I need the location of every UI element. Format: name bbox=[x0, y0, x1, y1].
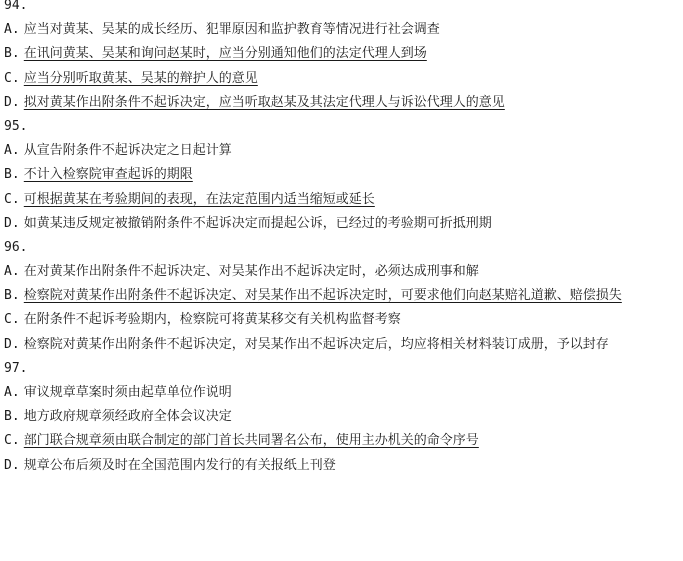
option-letter: C. bbox=[4, 433, 20, 449]
option-a bbox=[4, 139, 680, 163]
option-b bbox=[4, 405, 680, 429]
option-text: 部门联合规章须由联合制定的部门首长共同署名公布，使用主办机关的命令序号 bbox=[23, 433, 479, 449]
question-number: 97. bbox=[4, 360, 28, 376]
option-letter: B. bbox=[4, 409, 20, 425]
option-letter: C. bbox=[4, 70, 20, 86]
option-b bbox=[4, 42, 680, 66]
option-letter: B. bbox=[4, 167, 20, 183]
option-letter: D. bbox=[4, 336, 20, 352]
option-b bbox=[4, 163, 680, 187]
option-letter: B. bbox=[4, 46, 20, 62]
option-letter: B. bbox=[4, 288, 20, 304]
option-a bbox=[4, 18, 680, 42]
option-text: 地方政府规章须经政府全体会议决定 bbox=[23, 409, 232, 425]
option-a bbox=[4, 381, 680, 405]
option-text: 拟对黄某作出附条件不起诉决定，应当听取赵某及其法定代理人与诉讼代理人的意见 bbox=[23, 94, 505, 110]
option-c bbox=[4, 67, 680, 91]
exam-document bbox=[4, 0, 680, 478]
option-text: 在讯问黄某、吴某和询问赵某时，应当分别通知他们的法定代理人到场 bbox=[23, 46, 427, 62]
option-text: 应当对黄某、吴某的成长经历、犯罪原因和监护教育等情况进行社会调查 bbox=[23, 22, 440, 38]
option-text: 规章公布后须及时在全国范围内发行的有关报纸上刊登 bbox=[23, 457, 336, 473]
option-text: 检察院对黄某作出附条件不起诉决定、对吴某作出不起诉决定时，可要求他们向赵某赔礼道歉、赔偿损失 bbox=[23, 288, 622, 304]
option-d bbox=[4, 212, 680, 236]
option-a bbox=[4, 260, 680, 284]
option-b bbox=[4, 284, 680, 308]
option-c bbox=[4, 308, 680, 332]
option-text: 在附条件不起诉考验期内，检察院可将黄某移交有关机构监督考察 bbox=[23, 312, 401, 328]
option-d bbox=[4, 333, 680, 357]
option-text: 不计入检察院审查起诉的期限 bbox=[23, 167, 193, 183]
option-c bbox=[4, 188, 680, 212]
option-c bbox=[4, 429, 680, 453]
option-text: 从宣告附条件不起诉决定之日起计算 bbox=[23, 143, 232, 159]
option-letter: C. bbox=[4, 312, 20, 328]
option-letter: A. bbox=[4, 143, 20, 159]
option-letter: D. bbox=[4, 457, 20, 473]
option-letter: C. bbox=[4, 191, 20, 207]
option-letter: D. bbox=[4, 215, 20, 231]
option-letter: A. bbox=[4, 22, 20, 38]
option-letter: A. bbox=[4, 385, 20, 401]
option-letter: A. bbox=[4, 264, 20, 280]
question-number: 94. bbox=[4, 0, 28, 13]
option-letter: D. bbox=[4, 94, 20, 110]
option-d bbox=[4, 91, 680, 115]
option-text: 审议规章草案时须由起草单位作说明 bbox=[23, 385, 232, 401]
option-text: 在对黄某作出附条件不起诉决定、对吴某作出不起诉决定时，必须达成刑事和解 bbox=[23, 264, 479, 280]
question-number: 96. bbox=[4, 239, 28, 255]
option-d bbox=[4, 454, 680, 478]
option-text: 检察院对黄某作出附条件不起诉决定，对吴某作出不起诉决定后，均应将相关材料装订成册，予以封存 bbox=[23, 336, 609, 352]
option-text: 可根据黄某在考验期间的表现，在法定范围内适当缩短或延长 bbox=[23, 191, 375, 207]
option-text: 应当分别听取黄某、吴某的辩护人的意见 bbox=[23, 70, 258, 86]
question-number: 95. bbox=[4, 118, 28, 134]
option-text: 如黄某违反规定被撤销附条件不起诉决定而提起公诉，已经过的考验期可折抵刑期 bbox=[23, 215, 492, 231]
